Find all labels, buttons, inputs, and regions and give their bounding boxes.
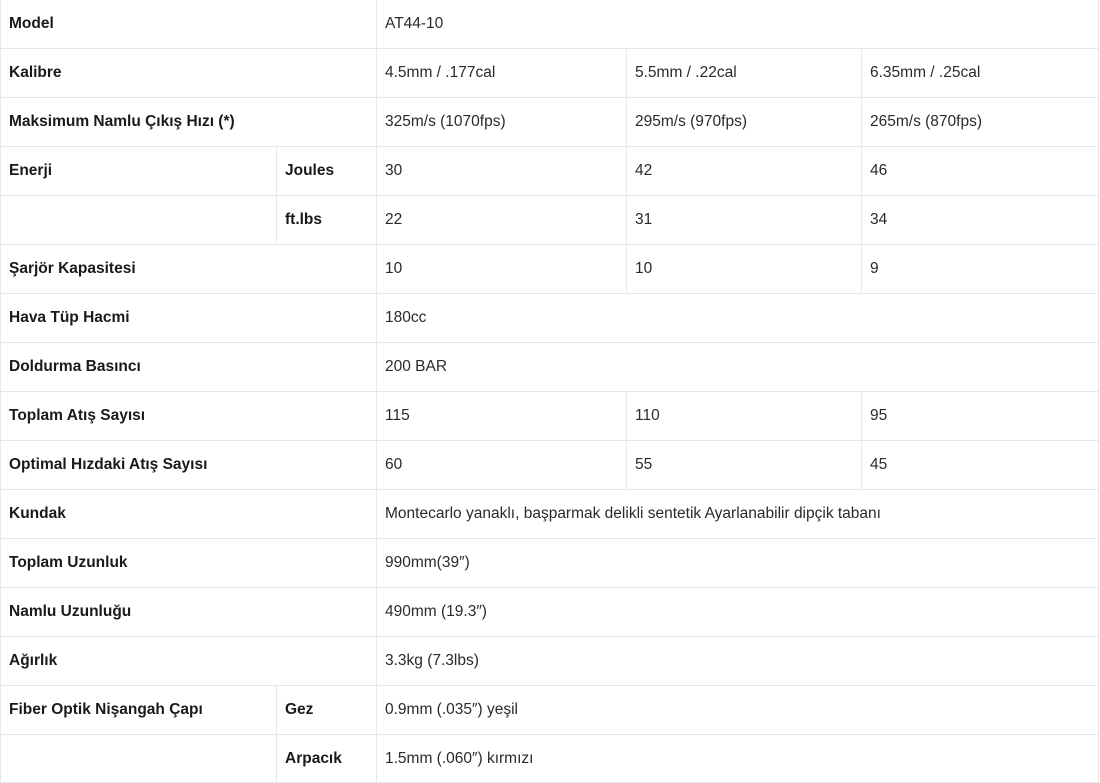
row-air-tube-volume xyxy=(1,294,1099,343)
row-stock xyxy=(1,490,1099,539)
row-value: 6.35mm / .25cal xyxy=(862,49,1099,98)
row-total-length xyxy=(1,539,1099,588)
row-value: 200 BAR xyxy=(377,343,1099,392)
row-label xyxy=(1,735,277,783)
row-value: 180cc xyxy=(377,294,1099,343)
row-max-velocity xyxy=(1,98,1099,147)
row-value: 990mm(39″) xyxy=(377,539,1099,588)
row-barrel-length xyxy=(1,588,1099,637)
row-sublabel: Gez xyxy=(277,686,377,735)
row-kalibre xyxy=(1,49,1099,98)
row-sublabel: Joules xyxy=(277,147,377,196)
row-value: 5.5mm / .22cal xyxy=(627,49,862,98)
row-label: Toplam Uzunluk xyxy=(1,539,377,588)
row-value: 9 xyxy=(862,245,1099,294)
row-value: 10 xyxy=(627,245,862,294)
row-label: Toplam Atış Sayısı xyxy=(1,392,377,441)
row-label: Optimal Hızdaki Atış Sayısı xyxy=(1,441,377,490)
row-model xyxy=(1,0,1099,49)
row-value: 46 xyxy=(862,147,1099,196)
row-sublabel: Arpacık xyxy=(277,735,377,783)
row-value: 4.5mm / .177cal xyxy=(377,49,627,98)
row-value: 115 xyxy=(377,392,627,441)
row-label: Kundak xyxy=(1,490,377,539)
row-value: 110 xyxy=(627,392,862,441)
row-value: 31 xyxy=(627,196,862,245)
row-value: 265m/s (870fps) xyxy=(862,98,1099,147)
row-value: 0.9mm (.035″) yeşil xyxy=(377,686,1099,735)
row-value: AT44-10 xyxy=(377,0,1099,49)
row-label: Enerji xyxy=(1,147,277,196)
row-label: Model xyxy=(1,0,377,49)
row-value: 325m/s (1070fps) xyxy=(377,98,627,147)
row-value: 55 xyxy=(627,441,862,490)
row-label: Hava Tüp Hacmi xyxy=(1,294,377,343)
row-sight-front xyxy=(1,735,1099,783)
row-value: 95 xyxy=(862,392,1099,441)
row-value: 1.5mm (.060″) kırmızı xyxy=(377,735,1099,783)
row-label: Fiber Optik Nişangah Çapı xyxy=(1,686,277,735)
row-weight xyxy=(1,637,1099,686)
row-label: Doldurma Basıncı xyxy=(1,343,377,392)
row-label: Namlu Uzunluğu xyxy=(1,588,377,637)
row-energy-joules xyxy=(1,147,1099,196)
row-label: Ağırlık xyxy=(1,637,377,686)
row-energy-ftlbs xyxy=(1,196,1099,245)
row-value: Montecarlo yanaklı, başparmak delikli sentetik Ayarlanabilir dipçik tabanı xyxy=(377,490,1099,539)
row-value: 3.3kg (7.3lbs) xyxy=(377,637,1099,686)
row-label: Kalibre xyxy=(1,49,377,98)
row-sublabel: ft.lbs xyxy=(277,196,377,245)
row-value: 22 xyxy=(377,196,627,245)
row-value: 10 xyxy=(377,245,627,294)
row-label xyxy=(1,196,277,245)
row-magazine-capacity xyxy=(1,245,1099,294)
row-value: 60 xyxy=(377,441,627,490)
row-fill-pressure xyxy=(1,343,1099,392)
row-label: Maksimum Namlu Çıkış Hızı (*) xyxy=(1,98,377,147)
row-optimal-shots xyxy=(1,441,1099,490)
row-value: 45 xyxy=(862,441,1099,490)
row-value: 42 xyxy=(627,147,862,196)
row-value: 490mm (19.3″) xyxy=(377,588,1099,637)
row-value: 30 xyxy=(377,147,627,196)
row-total-shots xyxy=(1,392,1099,441)
row-sight-rear xyxy=(1,686,1099,735)
row-value: 34 xyxy=(862,196,1099,245)
row-label: Şarjör Kapasitesi xyxy=(1,245,377,294)
row-value: 295m/s (970fps) xyxy=(627,98,862,147)
